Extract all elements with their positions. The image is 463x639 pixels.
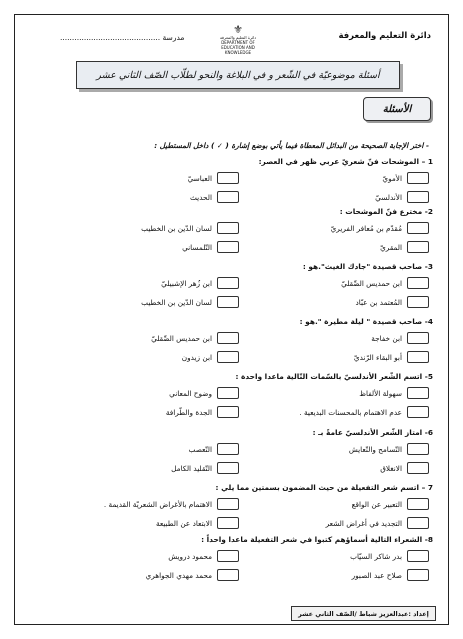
answer-checkbox[interactable]	[217, 387, 239, 399]
option-label: الأندلسيّ	[375, 192, 402, 202]
option-label: لسان الدّين بن الخطيب	[141, 223, 212, 233]
option-label: العباسيّ	[187, 173, 212, 183]
question-7-option-4[interactable]	[156, 517, 239, 529]
answer-checkbox[interactable]	[407, 351, 429, 363]
question-3-text: 3- صاحب قصيدة "جادك الغيث".هو :	[302, 262, 433, 271]
question-5-option-1[interactable]	[359, 387, 429, 399]
option-label: الأمويّ	[382, 173, 402, 183]
option-label: ابن زيدون	[181, 352, 212, 362]
answer-checkbox[interactable]	[407, 222, 429, 234]
answer-checkbox[interactable]	[407, 191, 429, 203]
option-label: محمود درويش	[168, 551, 212, 561]
answer-checkbox[interactable]	[217, 296, 239, 308]
option-label: ابن حمديس الصِّقليّ	[341, 278, 402, 288]
answer-checkbox[interactable]	[407, 406, 429, 418]
option-label: لسان الدّين بن الخطيب	[141, 297, 212, 307]
answer-checkbox[interactable]	[217, 569, 239, 581]
ministry-name: دائرة التعليم والمعرفة	[338, 31, 431, 41]
option-label: مُقدّم بن مُعافر الفريريّ	[330, 223, 402, 233]
question-6-option-4[interactable]	[171, 462, 239, 474]
question-2-option-3[interactable]	[380, 241, 429, 253]
question-1-option-1[interactable]	[382, 172, 429, 184]
option-label: المُعتمد بن عبّاد	[355, 297, 402, 307]
option-label: صلاح عبد الصبور	[351, 570, 402, 580]
answer-checkbox[interactable]	[407, 443, 429, 455]
answer-checkbox[interactable]	[217, 406, 239, 418]
option-label: التّسامح والتّعايش	[348, 444, 402, 454]
option-label: محمد مهدي الجواهري	[145, 570, 212, 580]
question-4-option-1[interactable]	[371, 332, 429, 344]
option-label: الحديث	[190, 192, 212, 202]
option-label: التّلمساني	[182, 242, 212, 252]
option-label: التعبير عن الواقع	[351, 499, 402, 509]
answer-checkbox[interactable]	[217, 462, 239, 474]
question-7-option-3[interactable]	[326, 517, 429, 529]
question-1-option-2[interactable]	[188, 172, 239, 184]
question-2-text: 2- مخترع فنّ الموشحات :	[339, 207, 433, 216]
option-label: ابن زُهر الإشبيليّ	[161, 278, 212, 288]
question-1-text: 1 – الموشحات فنّ شعريّ عربي ظهر في العصر:	[258, 157, 433, 166]
answer-checkbox[interactable]	[217, 277, 239, 289]
question-8-text: 8- الشعراء التالية أسماؤهم كتبوا في شعر التفعيلة ماعدا واحداً :	[201, 535, 433, 544]
question-8-option-4[interactable]	[146, 569, 239, 581]
answer-checkbox[interactable]	[407, 277, 429, 289]
option-label: المقريّ	[380, 242, 402, 252]
answer-checkbox[interactable]	[217, 172, 239, 184]
answer-checkbox[interactable]	[407, 569, 429, 581]
school-label: مدرسة ..........................................	[60, 33, 185, 42]
question-2-option-2[interactable]	[141, 222, 239, 234]
option-label: الانغلاق	[380, 463, 402, 473]
answer-checkbox[interactable]	[407, 462, 429, 474]
option-label: الجدة والطّرافة	[165, 407, 212, 417]
option-label: وضوح المعاني	[169, 388, 212, 398]
question-8-option-1[interactable]	[350, 550, 429, 562]
answer-checkbox[interactable]	[217, 351, 239, 363]
option-label: أبو البقاء الرّنديّ	[353, 352, 402, 362]
option-label: عدم الاهتمام بالمحسنات البديعية .	[299, 407, 402, 417]
question-1-option-4[interactable]	[190, 191, 239, 203]
question-7-option-1[interactable]	[352, 498, 429, 510]
option-label: ابن خفاجة	[371, 333, 402, 343]
department-logo	[216, 24, 260, 55]
question-3-option-3[interactable]	[356, 296, 430, 308]
question-6-option-2[interactable]	[189, 443, 239, 455]
emblem-icon: ⚜	[233, 23, 243, 36]
question-8-option-3[interactable]	[352, 569, 429, 581]
question-3-option-1[interactable]	[341, 277, 429, 289]
question-5-option-4[interactable]	[166, 406, 239, 418]
answer-checkbox[interactable]	[407, 498, 429, 510]
answer-checkbox[interactable]	[407, 550, 429, 562]
answer-checkbox[interactable]	[217, 241, 239, 253]
answer-checkbox[interactable]	[217, 517, 239, 529]
question-4-option-2[interactable]	[151, 332, 239, 344]
answer-checkbox[interactable]	[217, 222, 239, 234]
answer-checkbox[interactable]	[217, 550, 239, 562]
question-4-option-4[interactable]	[182, 351, 239, 363]
option-label: التجديد في أغراض الشعر	[325, 518, 402, 528]
option-label: التّعصب	[188, 444, 212, 454]
question-6-text: 6- امتاز الشّعر الأندلسيّ عامةً بـ :	[312, 428, 433, 437]
logo-arabic-text: دائرة التعليم والمعرفة	[219, 35, 257, 40]
answer-checkbox[interactable]	[407, 332, 429, 344]
section-title: الأسئلة	[363, 97, 431, 121]
question-4-text: 4- صاحب قصيدة " ليلة مطيرة ".هو :	[299, 317, 433, 326]
option-label: بدر شاكر السيّاب	[350, 551, 402, 561]
question-7-option-2[interactable]	[104, 498, 239, 510]
answer-checkbox[interactable]	[407, 241, 429, 253]
question-7-text: 7 – اتسم شعر التفعيلة من حيث المضمون بسمتين مما يلي :	[215, 483, 433, 492]
answer-checkbox[interactable]	[217, 191, 239, 203]
question-5-option-2[interactable]	[169, 387, 239, 399]
question-4-option-3[interactable]	[354, 351, 429, 363]
answer-checkbox[interactable]	[217, 332, 239, 344]
question-8-option-2[interactable]	[168, 550, 239, 562]
question-5-option-3[interactable]	[299, 406, 429, 418]
question-6-option-3[interactable]	[380, 462, 429, 474]
question-1-option-3[interactable]	[375, 191, 429, 203]
question-2-option-4[interactable]	[182, 241, 239, 253]
question-3-option-2[interactable]	[161, 277, 239, 289]
option-label: الابتعاد عن الطبيعة	[155, 518, 212, 528]
answer-checkbox[interactable]	[407, 517, 429, 529]
question-3-option-4[interactable]	[141, 296, 239, 308]
option-label: سهولة الألفاظ	[359, 388, 402, 398]
answer-checkbox[interactable]	[217, 443, 239, 455]
answer-checkbox[interactable]	[407, 387, 429, 399]
answer-checkbox[interactable]	[407, 172, 429, 184]
question-2-option-1[interactable]	[331, 222, 429, 234]
footer-credit: إعداد :عبدالعزيز شباط /الصّف الثاني عشر	[291, 606, 436, 621]
option-label: الاهتمام بالأغراض الشعريّة القديمة .	[103, 499, 212, 509]
question-6-option-1[interactable]	[349, 443, 429, 455]
answer-checkbox[interactable]	[407, 296, 429, 308]
option-label: ابن حمديس الصِّقليّ	[151, 333, 212, 343]
question-5-text: 5- اتسم الشّعر الأندلسيّ بالسّمات التّالية ماعدا واحدة :	[235, 372, 433, 381]
option-label: التّقليد الكامل	[171, 463, 212, 473]
logo-english-text: DEPARTMENT OF EDUCATION AND KNOWLEDGE	[221, 40, 255, 55]
worksheet-title: أسئلة موضوعيّة في الشّعر و في البلاغة والنحو لطلّاب الصّف الثاني عشر	[76, 61, 400, 89]
instructions: - اختر الإجابة الصحيحة من البدائل المعطاة فيما يأتي بوضع إشارة ( ✓ ) داخل المستطيل :	[154, 141, 429, 150]
answer-checkbox[interactable]	[217, 498, 239, 510]
